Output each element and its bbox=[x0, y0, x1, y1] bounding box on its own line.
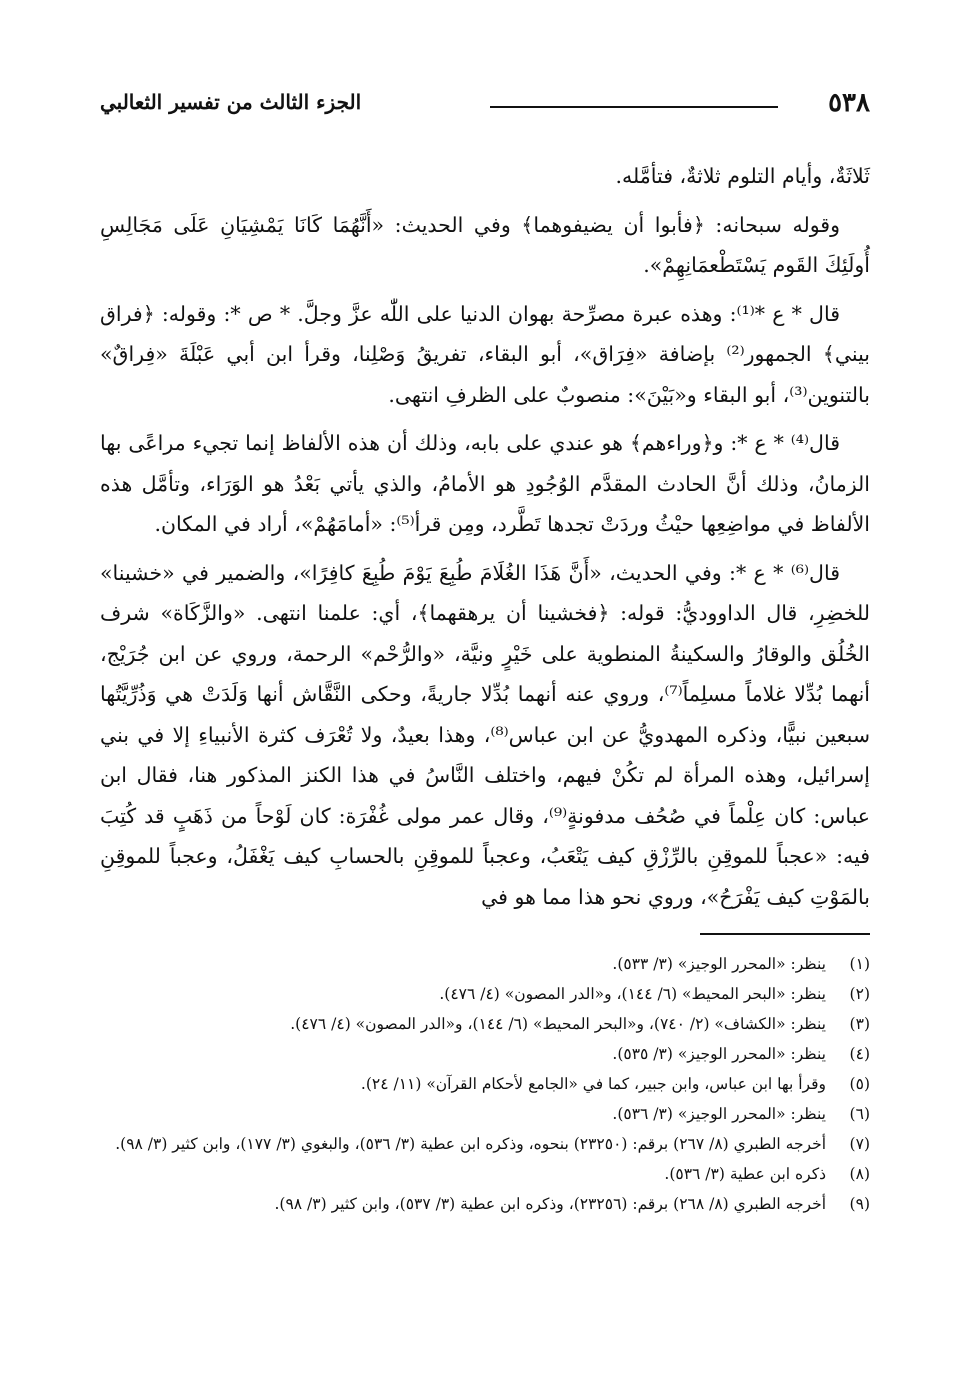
footnote-text: أخرجه الطبري (٨/ ٢٦٧) برقم: (٢٣٢٥٠) بنحوه، وذكره ابن عطية (٣/ ٥٣٦)، والبغوي (٣/ ١٧٧)، وابن كثير (٣/ ٩٨). bbox=[115, 1135, 826, 1153]
footnote bbox=[100, 949, 870, 979]
paragraph-5: قال⁽⁶⁾ * ع *: وفي الحديث، «أَنَّ هَذَا الغُلَامَ طُبِعَ يَوْمَ طُبِعَ كافِرًا»، والضمير في «خشينا» للخضِرِ، قال الداووديُّ: قوله: ﴿فخشينا أن يرهقهما﴾، أي: علمنا انتهى. «والزَّكَاة» شرف الخُلُق والوقارُ والسكينةُ المنطوية على خَيْرٍ ونيَّة، «والرُّحْم» الرحمة، وروي عن ابن جُرَيْج، أنهما بُدِّلا غلاماً مسلِماً⁽⁷⁾، وروي عنه أنهما بُدِّلا جاريةً، وحكى النَّقَّاش أنها وَلَدَتْ هي وَذُرِّيَّتُها سبعين نبيًّا، وذكره المهدويُّ عن ابن عباس⁽⁸⁾، وهذا بعيدٌ، ولا تُعْرَف كثرة الأنبياءِ إلا في بني إسرائيل، وهذه المرأة لم تكُنْ فيهم، واختلف النَّاسُ في هذا الكنز المذكور هنا، فقال ابن عباس: كان عِلْماً في صُحُف مدفونةٍ⁽⁹⁾، وقال عمر مولى غُفْرَة: كان لَوْحاً من ذَهَبٍ قد كُتِبَ فيه: «عجباً للموقِنِ بالرِّزْقِ كيف يَتْعَبُ، وعجباً للموقِنِ بالحسابِ كيف يَغْفَلُ، وعجباً للموقِنِ بالمَوْتِ كيف يَفْرَحُ»، وروي نحو هذا مما هو في bbox=[100, 560, 871, 909]
footnote bbox=[100, 1039, 870, 1069]
footnote-number: (١) bbox=[849, 955, 870, 973]
page-header bbox=[100, 86, 870, 126]
footnote bbox=[100, 979, 870, 1009]
footnote-text: ينظر: «الكشاف» (٢/ ٧٤٠)، و«البحر المحيط» (٦/ ١٤٤)، و«الدر المصون» (٤/ ٤٧٦). bbox=[290, 1015, 826, 1033]
footnote-text: ذكره ابن عطية (٣/ ٥٣٦). bbox=[664, 1165, 826, 1183]
footnote bbox=[100, 1099, 870, 1129]
footnote-text: أخرجه الطبري (٨/ ٢٦٨) برقم: (٢٣٢٥٦)، وذكره ابن عطية (٣/ ٥٣٧)، وابن كثير (٣/ ٩٨). bbox=[274, 1195, 826, 1213]
footnote-number: (٤) bbox=[849, 1045, 870, 1063]
footnote-text: وقرأ بها ابن عباس، وابن جبير، كما في «الجامع لأحكام القرآن» (١١/ ٢٤). bbox=[360, 1075, 826, 1093]
page-number: ٥٣٨ bbox=[828, 88, 870, 118]
footnote-number: (٩) bbox=[849, 1195, 870, 1213]
footnote-separator bbox=[700, 933, 870, 935]
footnote-number: (٨) bbox=[849, 1165, 870, 1183]
running-title: الجزء الثالث من تفسير الثعالبي bbox=[100, 90, 362, 114]
footnote-text: ينظر: «البحر المحيط» (٦/ ١٤٤)، و«الدر المصون» (٤/ ٤٧٦). bbox=[439, 985, 826, 1003]
footnote-number: (٧) bbox=[849, 1135, 870, 1153]
footnote bbox=[100, 1069, 870, 1099]
footnote-text: ينظر: «المحرر الوجيز» (٣/ ٥٣٥). bbox=[612, 1045, 826, 1063]
footnote-text: ينظر: «المحرر الوجيز» (٣/ ٥٣٦). bbox=[612, 1105, 826, 1123]
paragraph-1: ثَلاثَةٌ، وأيام التلوم ثلاثةٌ، فتأمَّله. bbox=[615, 164, 870, 188]
footnote-number: (٥) bbox=[849, 1075, 870, 1093]
footnote bbox=[100, 1129, 870, 1159]
footnote-number: (٣) bbox=[849, 1015, 870, 1033]
paragraph-4: قال⁽⁴⁾ * ع *: و﴿وراءهم﴾ هو عندي على بابه، وذلك أن هذه الألفاظ إنما تجيء مراعًى بها الزمانُ، وذلك أنَّ الحادث المقدَّم الوُجُودِ هو الأمامُ، والذي يأتي بَعْدُ هو الوَرَاء، وتأمَّل هذه الألفاظ في مواضِعِها حيْثُ وردَتْ تجدها تَطَّرد، ومِن قرأ⁽⁵⁾: «أمامَهُمْ»، أراد في المكان. bbox=[100, 431, 870, 536]
main-text bbox=[100, 156, 870, 917]
book-page bbox=[100, 86, 870, 1219]
footnote-number: (٦) bbox=[849, 1105, 870, 1123]
footnotes bbox=[100, 949, 870, 1219]
footnote-number: (٢) bbox=[849, 985, 870, 1003]
paragraph-2: وقوله سبحانه: ﴿فأبوا أن يضيفوهما﴾ وفي الحديث: «أَنَّهُمَا كَانَا يَمْشِيَانِ عَلَى مَجَالِسِ أُولَئِكَ القَوم يَسْتَطْعمَانِهِمْ». bbox=[100, 212, 870, 277]
footnote-text: ينظر: «المحرر الوجيز» (٣/ ٥٣٣). bbox=[612, 955, 826, 973]
footnote bbox=[100, 1009, 870, 1039]
footnote bbox=[100, 1159, 870, 1189]
paragraph-3: قال * ع *⁽¹⁾: وهذه عبرة مصرِّحة بهوان الدنيا على اللّٰه عزَّ وجلَّ. * ص *: وقوله: ﴿فراق بيني﴾ الجمهور⁽²⁾ بإضافة «فِرَاق»، أبو البقاء، تفريقُ وَصْلِنا، وقرأ ابن أبي عَبْلَةَ «فِراقٌ» بالتنوين⁽³⁾، أبو البقاء و«بَيْنَ»: منصوبٌ على الظرفِ انتهى. bbox=[100, 301, 870, 407]
footnote bbox=[100, 1189, 870, 1219]
header-rule bbox=[490, 106, 778, 108]
